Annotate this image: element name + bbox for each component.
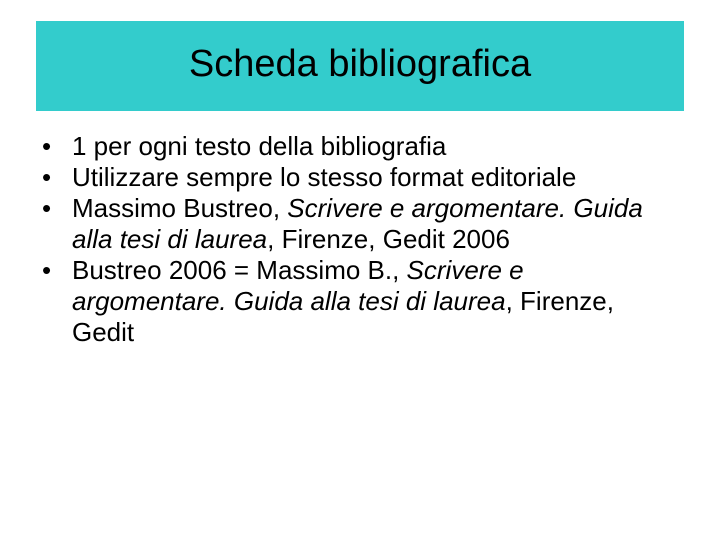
- title-banner: [36, 21, 684, 111]
- bullet-text-2: [72, 162, 576, 192]
- bullet-segment: Bustreo 2006 = Massimo B.,: [72, 255, 407, 285]
- bullet-segment: Massimo Bustreo,: [72, 193, 288, 223]
- book-title-italic: Scrivere e argomentare. Guida alla tesi di laurea: [72, 193, 643, 254]
- slide-title: Scheda bibliografica: [188, 43, 532, 85]
- bullet-text-3: [72, 193, 643, 254]
- bullet-dot-icon: •: [42, 193, 52, 223]
- bullet-dot-icon: •: [42, 255, 52, 285]
- bullet-text-4: [72, 255, 614, 347]
- book-title-italic: Scrivere e argomentare. Guida alla tesi di laurea: [72, 255, 524, 316]
- bullet-segment: Utilizzare sempre lo stesso format editoriale: [72, 162, 577, 192]
- bullet-item-3: [40, 193, 680, 255]
- bullet-segment: 1 per ogni testo della bibliografia: [72, 131, 447, 161]
- bullet-dot-icon: •: [42, 162, 52, 192]
- bullet-dot-icon: •: [42, 131, 52, 161]
- bullet-item-1: [40, 131, 680, 162]
- bullet-item-4: [40, 255, 680, 348]
- bullet-text-1: [72, 131, 446, 161]
- bullet-segment: , Firenze, Gedit 2006: [267, 224, 510, 254]
- bullet-list: [40, 131, 680, 348]
- bullet-item-2: [40, 162, 680, 193]
- bullet-segment: , Firenze, Gedit: [72, 286, 614, 347]
